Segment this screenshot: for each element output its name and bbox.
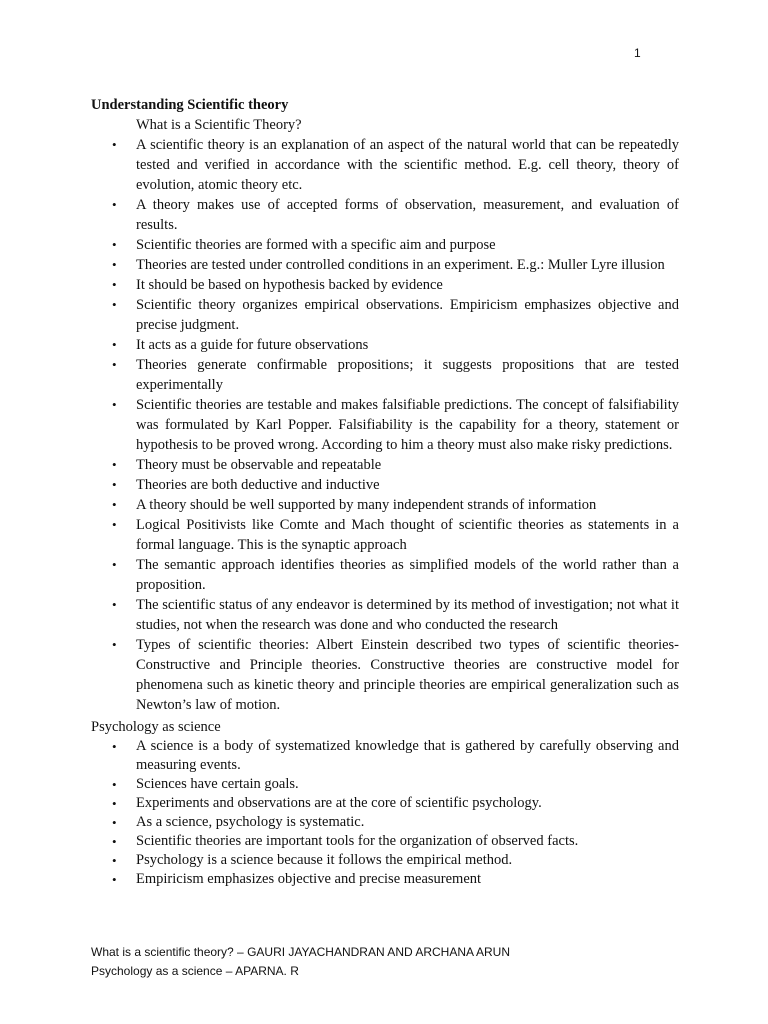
list-item <box>91 295 679 335</box>
bullet-icon: • <box>112 277 117 292</box>
list-item <box>91 635 679 715</box>
list-item-text: Theory must be observable and repeatable <box>136 457 382 473</box>
psychology-bullet-list <box>91 737 679 889</box>
bullet-icon: • <box>112 637 117 652</box>
list-item <box>91 355 679 395</box>
list-item <box>91 851 679 870</box>
document-body <box>91 95 679 889</box>
bullet-icon: • <box>112 796 117 811</box>
list-item-text: It should be based on hypothesis backed by evidence <box>136 277 443 293</box>
list-item-text: Scientific theory organizes empirical observations. Empiricism emphasizes objective and precise judgment. <box>136 297 679 333</box>
bullet-icon: • <box>112 197 117 212</box>
section-title: Psychology as science <box>91 719 221 735</box>
page-number: 1 <box>634 46 641 60</box>
list-item-text: Empiricism emphasizes objective and precise measurement <box>136 871 482 887</box>
subheading: What is a Scientific Theory? <box>136 117 302 133</box>
footer <box>91 943 510 981</box>
list-item <box>91 775 679 794</box>
bullet-icon: • <box>112 257 117 272</box>
list-item <box>91 515 679 555</box>
bullet-icon: • <box>112 517 117 532</box>
list-item <box>91 455 679 475</box>
list-item-text: Theories are tested under controlled conditions in an experiment. E.g.: Muller Lyre illusion <box>136 257 665 273</box>
list-item-text: Theories are both deductive and inductive <box>136 477 380 493</box>
bullet-icon: • <box>112 137 117 152</box>
list-item-text: As a science, psychology is systematic. <box>136 814 365 830</box>
list-item <box>91 832 679 851</box>
list-item <box>91 235 679 255</box>
list-item-text: Experiments and observations are at the core of scientific psychology. <box>136 795 542 811</box>
list-item <box>91 135 679 195</box>
list-item-text: Scientific theories are important tools for the organization of observed facts. <box>136 833 579 849</box>
bullet-icon: • <box>112 834 117 849</box>
bullet-icon: • <box>112 777 117 792</box>
list-item <box>91 275 679 295</box>
bullet-icon: • <box>112 237 117 252</box>
bullet-icon: • <box>112 297 117 312</box>
page-heading: Understanding Scientific theory <box>91 97 289 113</box>
list-item <box>91 255 679 275</box>
list-item-text: A theory makes use of accepted forms of observation, measurement, and evaluation of results. <box>136 197 679 233</box>
list-item <box>91 395 679 455</box>
list-item-text: Types of scientific theories: Albert Einstein described two types of scientific theories- Constructive and Principle theories. Constructive theories are constructive model for phenomena such as kinetic theory and principle theories are empirical generalization such as Newton’s law of motion. <box>136 637 679 713</box>
footer-line: What is a scientific theory? – GAURI JAYACHANDRAN AND ARCHANA ARUN <box>91 945 511 959</box>
list-item <box>91 495 679 515</box>
list-item-text: Theories generate confirmable propositions; it suggests propositions that are tested experimentally <box>136 357 679 393</box>
list-item <box>91 870 679 889</box>
list-item-text: A theory should be well supported by many independent strands of information <box>136 497 597 513</box>
list-item <box>91 737 679 775</box>
list-item-text: The scientific status of any endeavor is determined by its method of investigation; not what it studies, not when the research was done and who conducted the research <box>136 597 679 633</box>
bullet-icon: • <box>112 872 117 887</box>
list-item-text: A science is a body of systematized knowledge that is gathered by carefully observing and measuring events. <box>136 738 679 773</box>
list-item <box>91 475 679 495</box>
list-item-text: It acts as a guide for future observations <box>136 337 369 353</box>
bullet-icon: • <box>112 497 117 512</box>
list-item <box>91 555 679 595</box>
bullet-icon: • <box>112 815 117 830</box>
list-item-text: Psychology is a science because it follows the empirical method. <box>136 852 513 868</box>
bullet-icon: • <box>112 477 117 492</box>
bullet-icon: • <box>112 397 117 412</box>
list-item-text: Logical Positivists like Comte and Mach thought of scientific theories as statements in a formal language. This is the synaptic approach <box>136 517 679 553</box>
bullet-icon: • <box>112 457 117 472</box>
list-item <box>91 595 679 635</box>
list-item-text: The semantic approach identifies theories as simplified models of the world rather than a proposition. <box>136 557 679 593</box>
list-item-text: Scientific theories are formed with a specific aim and purpose <box>136 237 496 253</box>
theory-bullet-list <box>91 135 679 715</box>
bullet-icon: • <box>112 739 117 754</box>
bullet-icon: • <box>112 557 117 572</box>
bullet-icon: • <box>112 337 117 352</box>
list-item <box>91 794 679 813</box>
list-item <box>91 195 679 235</box>
list-item <box>91 813 679 832</box>
list-item-text: A scientific theory is an explanation of an aspect of the natural world that can be repeatedly tested and verified in accordance with the scientific method. E.g. cell theory, theory of evolution, atomic theory etc. <box>136 137 679 193</box>
footer-line: Psychology as a science – APARNA. R <box>91 964 299 978</box>
bullet-icon: • <box>112 597 117 612</box>
list-item <box>91 335 679 355</box>
list-item-text: Scientific theories are testable and makes falsifiable predictions. The concept of falsifiability was formulated by Karl Popper. Falsifiability is the capability for a theory, statement or hypothesis to be proved wrong. According to him a theory must also make risky predictions. <box>136 397 679 453</box>
bullet-icon: • <box>112 853 117 868</box>
list-item-text: Sciences have certain goals. <box>136 776 299 792</box>
bullet-icon: • <box>112 357 117 372</box>
